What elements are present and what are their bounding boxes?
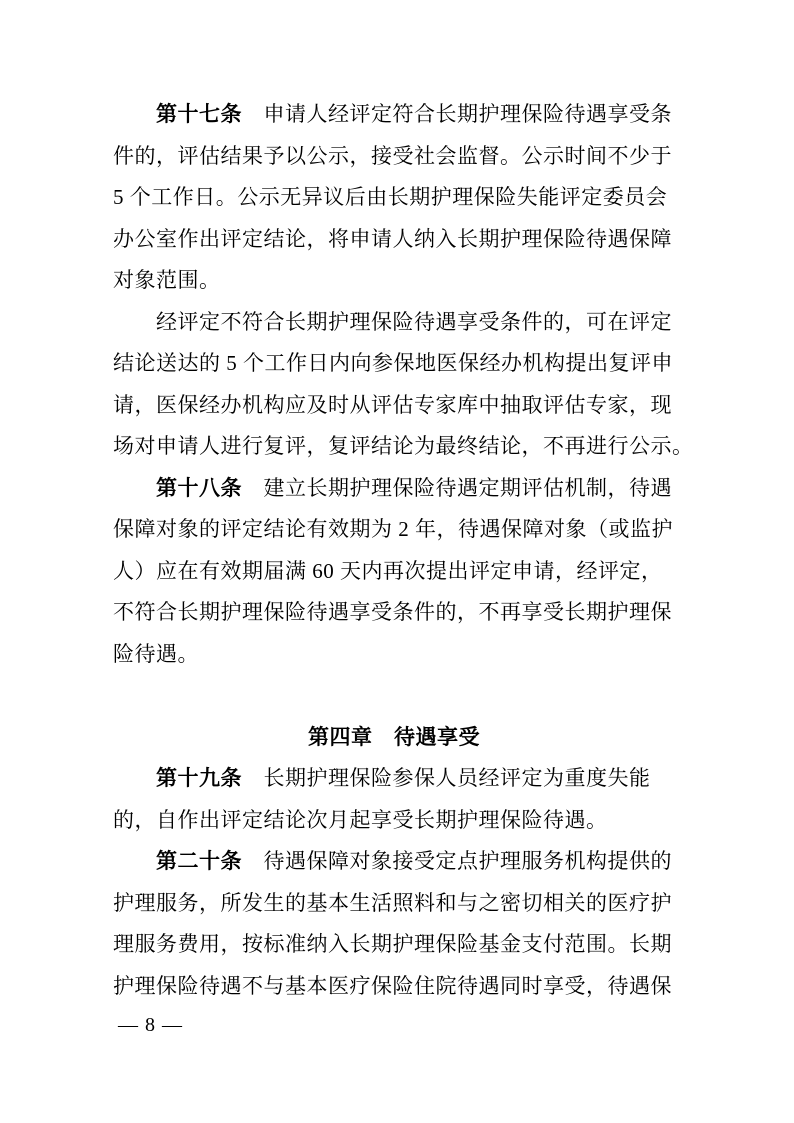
text-line: [113, 426, 694, 468]
text-run: 待遇保障对象接受定点护理服务机构提供的: [242, 849, 672, 873]
text-run: 建立长期护理保险待遇定期评估机制，待遇: [242, 475, 672, 500]
text-run: 件的，评估结果予以公示，接受社会监督。公示时间不少于: [113, 143, 672, 168]
text-line: [113, 966, 675, 1008]
text-run: 长期护理保险参保人员经评定为重度失能: [242, 766, 651, 790]
text-line: [113, 509, 675, 551]
text-line: [113, 302, 675, 344]
text-run: 理服务费用，按标准纳入长期护理保险基金支付范围。长期: [113, 932, 672, 956]
text-line: [113, 758, 675, 800]
text-line: [113, 468, 675, 510]
text-body: [113, 94, 694, 1007]
article-number: 第十九条: [156, 766, 242, 790]
text-line: [113, 343, 675, 385]
article-number: 第十八条: [156, 475, 242, 500]
text-line: [113, 219, 675, 261]
text-line: [113, 883, 675, 925]
article-number: 第四章 待遇享受: [308, 724, 480, 749]
page-number: — 8 —: [118, 1014, 183, 1036]
text-line: [113, 800, 675, 842]
text-run: 场对申请人进行复评，复评结论为最终结论，不再进行公示。: [113, 434, 694, 458]
text-line: [113, 634, 675, 676]
text-line: [113, 592, 675, 634]
text-run: 5 个工作日。公示无异议后由长期护理保险失能评定委员会: [113, 185, 668, 209]
text-line: [113, 94, 675, 136]
text-run: 申请人经评定符合长期护理保险待遇享受条: [242, 102, 672, 126]
text-line: [113, 841, 675, 883]
article-number: 第十七条: [156, 102, 242, 126]
text-run: 结论送达的 5 个工作日内向参保地医保经办机构提出复评申: [113, 351, 673, 375]
text-line: [113, 136, 675, 178]
text-run: 险待遇。: [113, 641, 199, 666]
text-run: 经评定不符合长期护理保险待遇享受条件的，可在评定: [156, 309, 672, 334]
chapter-heading: [113, 717, 675, 759]
text-line: [113, 177, 675, 219]
text-run: 人）应在有效期届满 60 天内再次提出评定申请，经评定，: [113, 558, 663, 583]
text-run: 不符合长期护理保险待遇享受条件的，不再享受长期护理保: [113, 600, 672, 624]
text-line: [113, 260, 675, 302]
text-line: [113, 385, 675, 427]
text-run: 对象范围。: [113, 268, 221, 292]
text-run: 保障对象的评定结论有效期为 2 年，待遇保障对象（或监护: [113, 517, 673, 541]
text-line: [113, 551, 675, 593]
article-number: 第二十条: [156, 849, 242, 873]
text-line: [113, 924, 675, 966]
blank-line: [113, 675, 675, 717]
text-run: 的，自作出评定结论次月起享受长期护理保险待遇。: [113, 807, 608, 832]
text-run: 护理服务，所发生的基本生活照料和与之密切相关的医疗护: [113, 890, 672, 915]
text-run: 请，医保经办机构应及时从评估专家库中抽取评估专家，现: [113, 392, 672, 417]
text-run: 护理保险待遇不与基本医疗保险住院待遇同时享受，待遇保: [113, 973, 672, 998]
text-run: 办公室作出评定结论，将申请人纳入长期护理保险待遇保障: [113, 226, 672, 251]
